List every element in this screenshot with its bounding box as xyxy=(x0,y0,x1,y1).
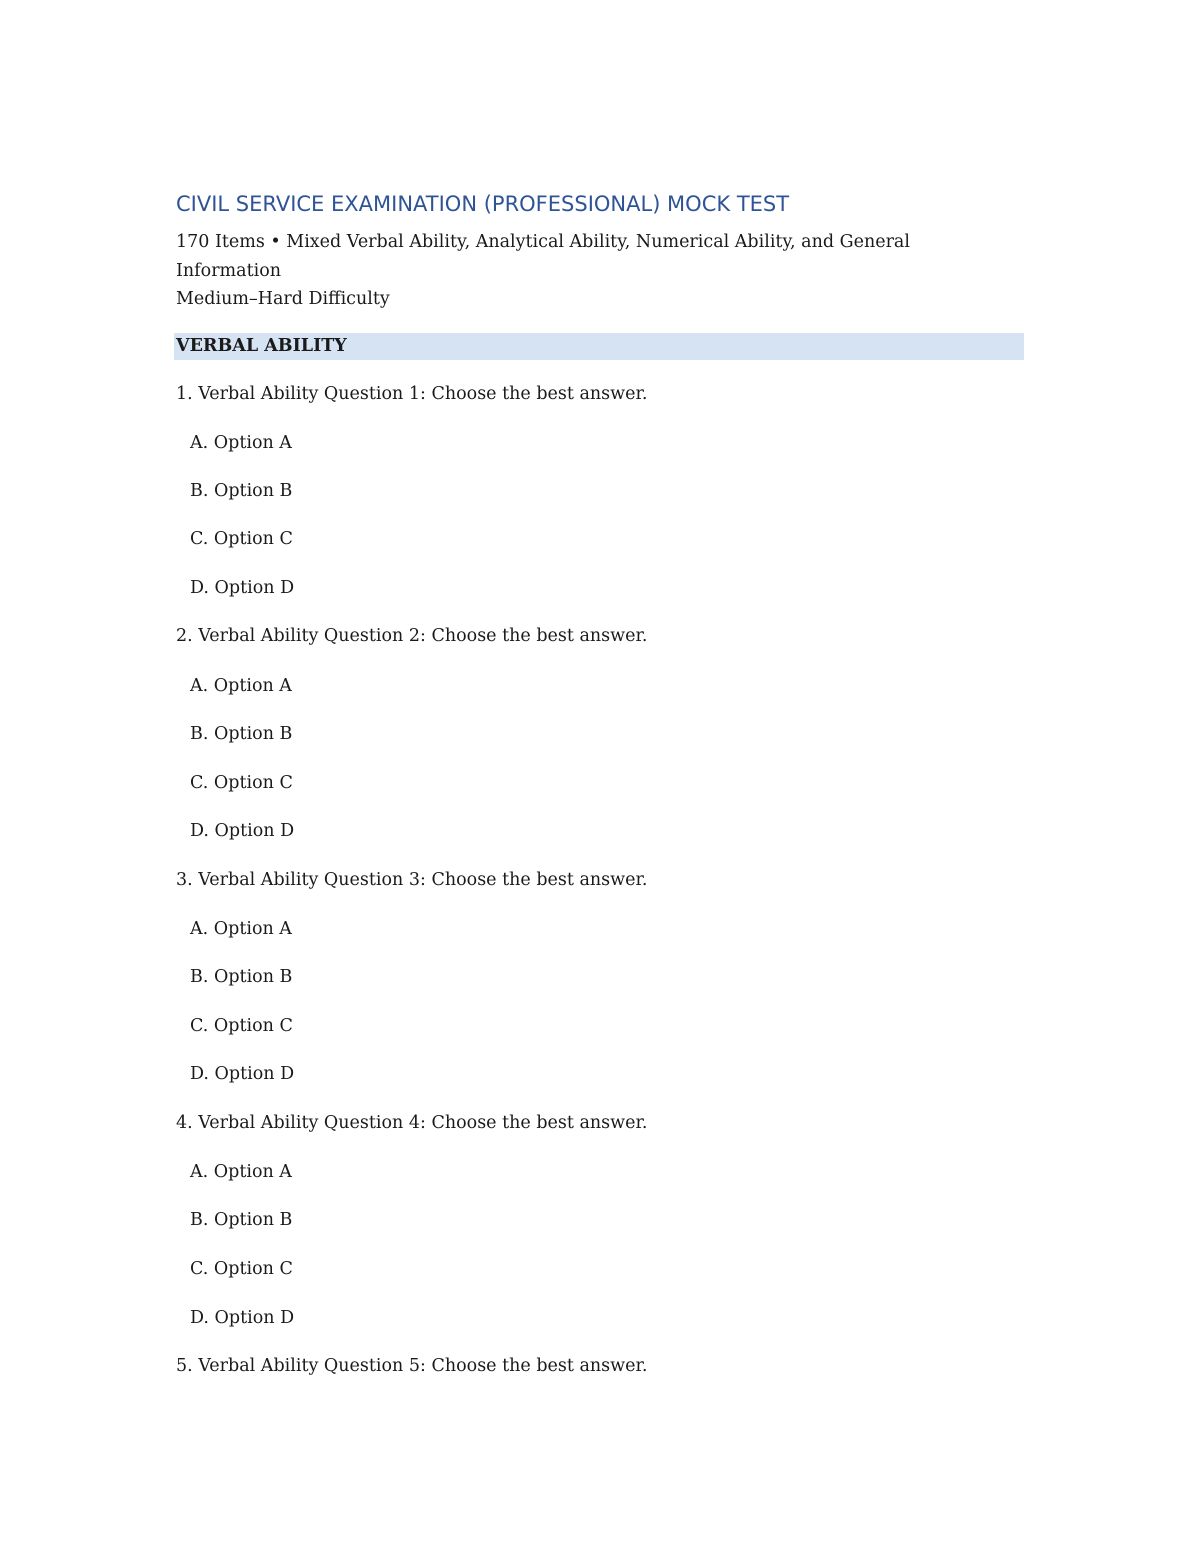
answer-option: D. Option D xyxy=(190,1308,295,1328)
answer-option: B. Option B xyxy=(190,481,293,501)
answer-option: A. Option A xyxy=(190,433,292,453)
answer-option: B. Option B xyxy=(190,1210,293,1230)
section-header-label: VERBAL ABILITY xyxy=(176,336,347,356)
question-text: 1. Verbal Ability Question 1: Choose the best answer. xyxy=(176,384,648,404)
difficulty-label: Medium–Hard Difficulty xyxy=(176,289,390,309)
document-subtitle: 170 Items • Mixed Verbal Ability, Analytical Ability, Numerical Ability, and General Information xyxy=(176,232,910,281)
answer-option: C. Option C xyxy=(190,1016,293,1036)
answer-option: C. Option C xyxy=(190,529,293,549)
answer-option: B. Option B xyxy=(190,967,293,987)
answer-option: A. Option A xyxy=(190,919,292,939)
question-text: 4. Verbal Ability Question 4: Choose the best answer. xyxy=(176,1113,648,1133)
answer-option: C. Option C xyxy=(190,773,293,793)
question-text: 2. Verbal Ability Question 2: Choose the best answer. xyxy=(176,626,648,646)
answer-option: D. Option D xyxy=(190,1064,295,1084)
answer-option: B. Option B xyxy=(190,724,293,744)
answer-option: C. Option C xyxy=(190,1259,293,1279)
answer-option: A. Option A xyxy=(190,676,292,696)
answer-option: A. Option A xyxy=(190,1162,292,1182)
document-title: CIVIL SERVICE EXAMINATION (PROFESSIONAL) MOCK TEST xyxy=(176,192,790,216)
answer-option: D. Option D xyxy=(190,821,295,841)
question-text: 5. Verbal Ability Question 5: Choose the best answer. xyxy=(176,1356,648,1376)
answer-option: D. Option D xyxy=(190,578,295,598)
section-header xyxy=(174,333,1024,360)
question-text: 3. Verbal Ability Question 3: Choose the best answer. xyxy=(176,870,648,890)
